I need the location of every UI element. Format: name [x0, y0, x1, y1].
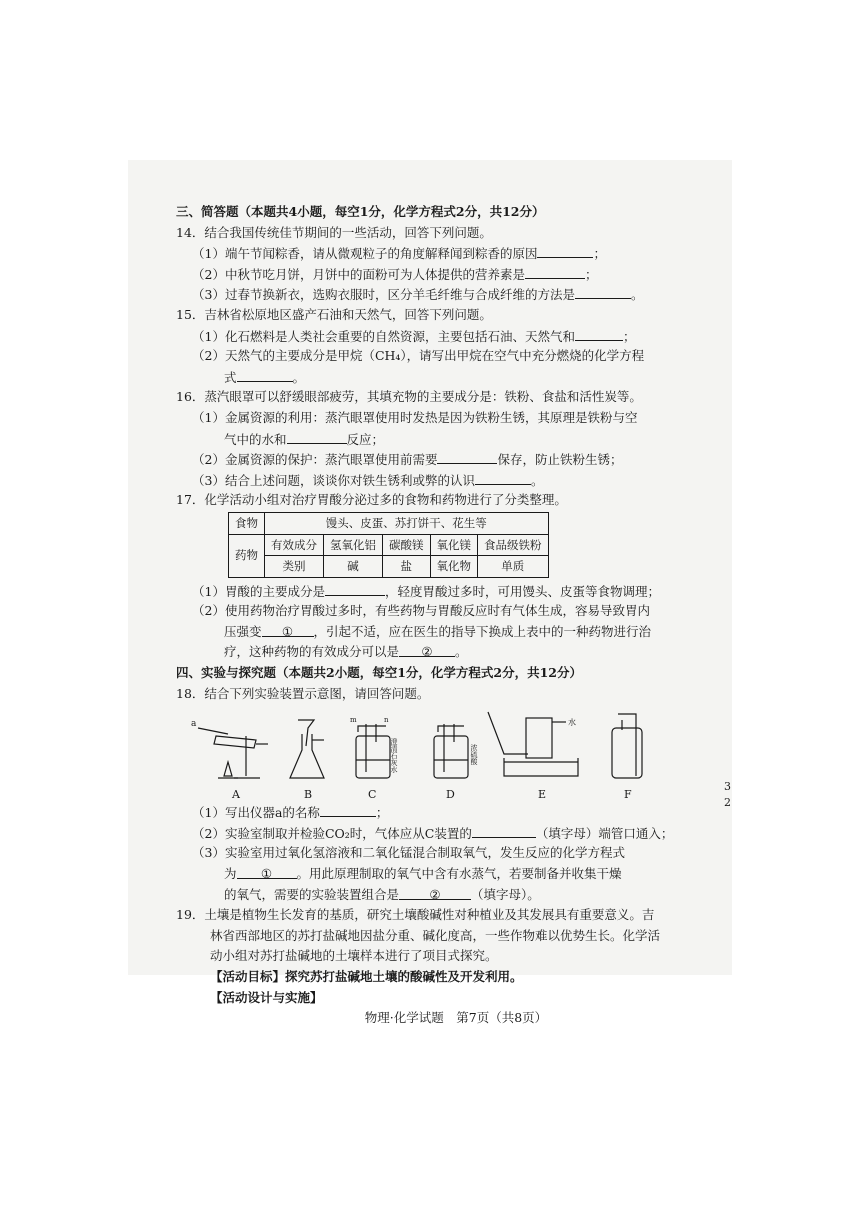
- blank-1: ①: [237, 864, 297, 879]
- q16-part1-cont: 气中的水和 反应；: [176, 429, 736, 450]
- q16-part1: （1）金属资源的利用：蒸汽眼罩使用时发热是因为铁粉生锈，其原理是铁粉与空: [192, 409, 638, 425]
- table-cell: 食品级铁粉: [478, 534, 549, 556]
- q18-part3-cont2: 的氧气，需要的实验装置组合是 ② （填字母）。: [224, 886, 540, 902]
- apparatus-c: [350, 716, 398, 778]
- label-C: C: [368, 788, 377, 802]
- table-cell: 碱: [324, 556, 383, 578]
- label-E: E: [538, 788, 547, 802]
- table-cell: 单质: [478, 556, 549, 578]
- apparatus-drawing: [188, 706, 658, 802]
- q17-part2: （2）使用药物治疗胃酸过多时，有些药物与胃酸反应时有气体生成，容易导致胃内: [192, 603, 650, 619]
- table-cell: 氢氧化铝: [324, 534, 383, 556]
- apparatus-a: [191, 719, 268, 778]
- apparatus-d: [434, 724, 478, 778]
- blank-1: ①: [262, 622, 314, 637]
- q15-stem: 15．吉林省松原地区盛产石油和天然气，回答下列问题。: [176, 306, 492, 322]
- c-liquid-label: 澄清石灰水: [390, 738, 398, 774]
- section4-heading: 四、实验与探究题（本题共2小题，每空1分，化学方程式2分，共12分）: [176, 665, 582, 681]
- q18-part2: （2）实验室制取并检验CO₂时，气体应从C装置的 （填字母）端管口通入；: [176, 823, 736, 844]
- apparatus-labels: [231, 788, 632, 801]
- apparatus-f: [612, 714, 642, 778]
- q14-part1: （1）端午节闻粽香，请从微观粒子的角度解释闻到粽香的原因 ；: [176, 243, 736, 264]
- q16-part2: （2）金属资源的保护：蒸汽眼罩使用前需要 保存，防止铁粉生锈；: [176, 449, 736, 470]
- q16-part3: （3）结合上述问题，谈谈你对铁生锈利或弊的认识 。: [176, 470, 736, 491]
- table-cell: 氧化物: [430, 556, 478, 578]
- q17-part2-cont2: 疗，这种药物的有效成分可以是 ② 。: [224, 644, 468, 660]
- port-m: m: [350, 716, 357, 725]
- table-cell: 有效成分: [265, 534, 324, 556]
- label-a: a: [191, 719, 197, 730]
- q14-stem: 14．结合我国传统佳节期间的一些活动，回答下列问题。: [176, 224, 492, 240]
- edge-mark-1: 3: [724, 780, 731, 793]
- q17-stem: 17．化学活动小组对治疗胃酸分泌过多的食物和药物进行了分类整理。: [176, 492, 567, 508]
- q17-part2-cont: 压强变 ① ，引起不适，应在医生的指导下换成上表中的一种药物进行治: [224, 623, 652, 639]
- apparatus-figure: [188, 706, 736, 802]
- q18-part3: （3）实验室用过氧化氢溶液和二氧化锰混合制取氧气，发生反应的化学方程式: [192, 845, 625, 861]
- table-cell: 碳酸镁: [383, 534, 431, 556]
- table-row: [229, 556, 549, 578]
- food-drug-table: [228, 512, 549, 578]
- drug-label: 药物: [229, 534, 265, 577]
- table-row: [229, 512, 549, 534]
- label-A: A: [232, 788, 240, 802]
- label-D: D: [446, 788, 455, 802]
- q18-part1: （1）写出仪器a的名称 ；: [176, 802, 736, 823]
- label-F: F: [624, 788, 632, 802]
- q19-line2: 林省西部地区的苏打盐碱地因盐分重、碱化度高，一些作物难以优势生长。化学活: [210, 927, 661, 943]
- activity-goal: 【活动目标】探究苏打盐碱地土壤的酸碱性及开发利用。: [210, 969, 523, 984]
- table-cell: 类别: [265, 556, 324, 578]
- activity-design: 【活动设计与实施】: [210, 989, 323, 1005]
- d-liquid-label: 浓硫酸: [470, 744, 478, 766]
- table-row: [229, 534, 549, 556]
- q19-line1: 19．土壤是植物生长发育的基质，研究土壤酸碱性对种植业及其发展具有重要意义。吉: [176, 907, 655, 923]
- page-footer: 物理·化学试题 第7页（共8页）: [364, 1010, 548, 1026]
- blank-2: ②: [399, 885, 471, 900]
- q15-part2-cont: 式 。: [176, 367, 736, 388]
- port-n: n: [384, 716, 389, 725]
- edge-mark-2: 2: [724, 796, 731, 809]
- q15-part2: （2）天然气的主要成分是甲烷（CH₄），请写出甲烷在空气中充分燃烧的化学方程: [192, 348, 645, 364]
- q14-part2: （2）中秋节吃月饼，月饼中的面粉可为人体提供的营养素是 ；: [176, 264, 736, 285]
- q15-part1: （1）化石燃料是人类社会重要的自然资源，主要包括石油、天然气和 ；: [176, 326, 736, 347]
- apparatus-e: [488, 712, 578, 776]
- q14-part3: （3）过春节换新衣，选购衣服时，区分羊毛纤维与合成纤维的方法是 。: [176, 284, 736, 305]
- e-water-label: 水: [568, 718, 576, 728]
- q18-part3-cont: 为 ① 。用此原理制取的氧气中含有水蒸气，若要制备并收集干燥: [224, 866, 622, 882]
- table-cell: 盐: [383, 556, 431, 578]
- food-items: 馒头、皮蛋、苏打饼干、花生等: [265, 512, 549, 534]
- table-cell: 氧化镁: [430, 534, 478, 556]
- apparatus-b: [290, 720, 324, 778]
- q18-stem: 18．结合下列实验装置示意图，请回答问题。: [176, 685, 430, 701]
- food-label: 食物: [229, 512, 265, 534]
- label-B: B: [304, 788, 313, 802]
- exam-content: [176, 202, 736, 1029]
- section3-heading: 三、简答题（本题共4小题，每空1分，化学方程式2分，共12分）: [176, 204, 545, 219]
- q19-line3: 动小组对苏打盐碱地的土壤样本进行了项目式探究。: [210, 948, 498, 964]
- blank-2: ②: [399, 642, 455, 657]
- q16-stem: 16．蒸汽眼罩可以舒缓眼部疲劳，其填充物的主要成分是：铁粉、食盐和活性炭等。: [176, 389, 642, 405]
- q17-part1: （1）胃酸的主要成分是 ，轻度胃酸过多时，可用馒头、皮蛋等食物调理；: [176, 581, 736, 602]
